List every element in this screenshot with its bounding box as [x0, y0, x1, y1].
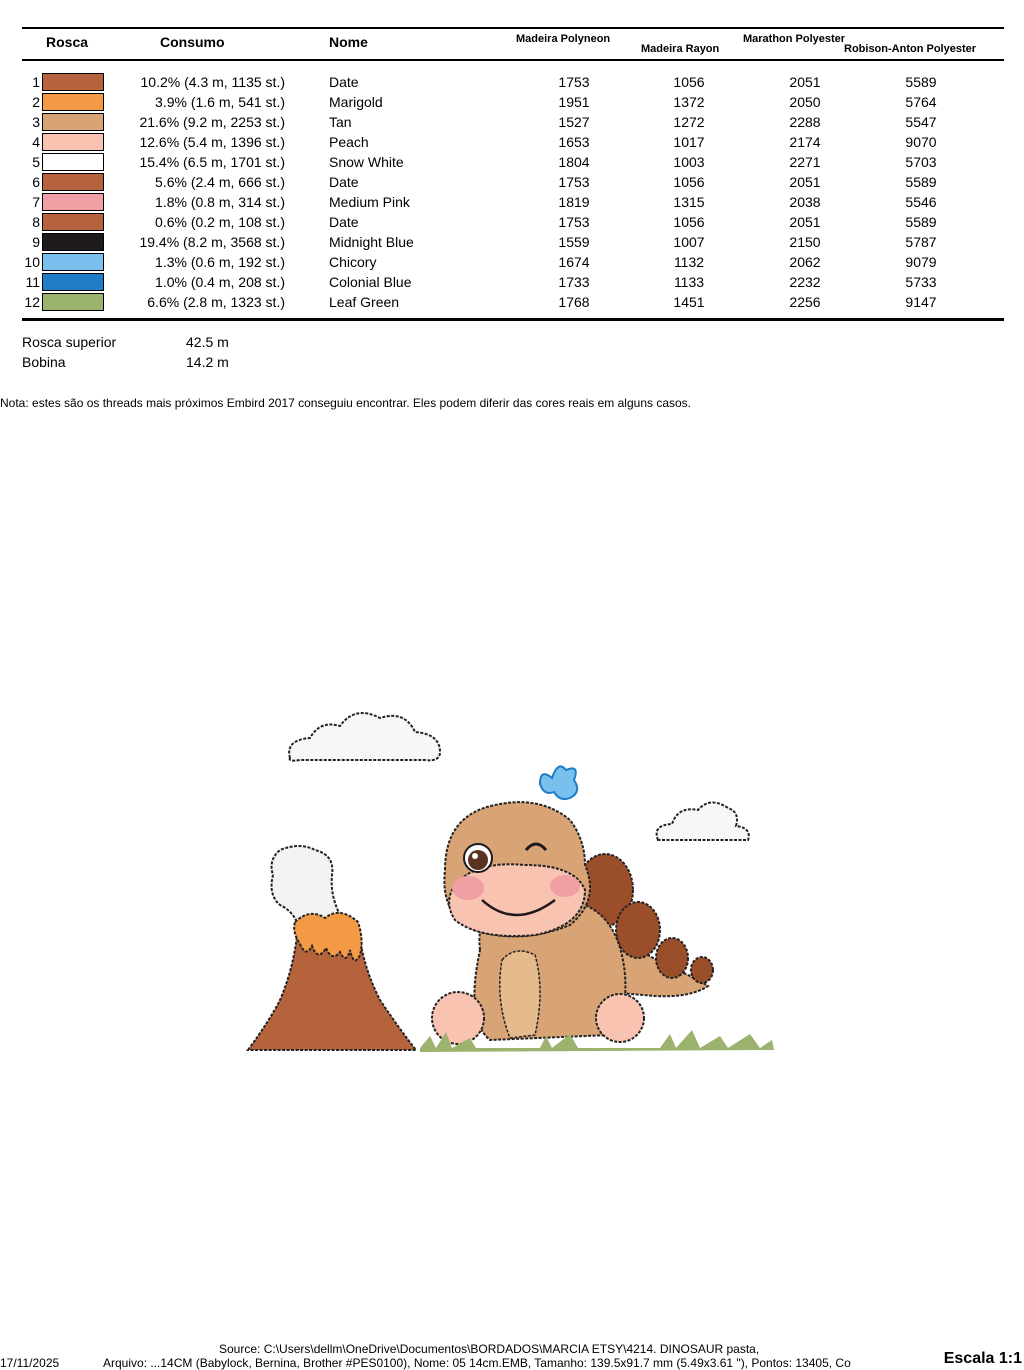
- thread-robison-anton-polyester: 5589: [905, 74, 937, 90]
- thread-number: 7: [32, 194, 40, 210]
- thread-consumo: 6.6% (2.8 m, 1323 st.): [147, 294, 285, 310]
- thread-consumo: 19.4% (8.2 m, 3568 st.): [139, 234, 285, 250]
- thread-madeira-rayon: 1017: [673, 134, 705, 150]
- thread-row: [0, 232, 1024, 252]
- thread-number: 4: [32, 134, 40, 150]
- thread-robison-anton-polyester: 5589: [905, 174, 937, 190]
- header-marathon-polyester: Marathon Polyester: [743, 33, 846, 45]
- thread-madeira-rayon: 1451: [673, 294, 705, 310]
- thread-row: [0, 92, 1024, 112]
- thread-name: Midnight Blue: [329, 234, 414, 250]
- thread-color-swatch: [42, 113, 104, 131]
- thread-madeira-rayon: 1315: [673, 194, 705, 210]
- thread-madeira-polyneon: 1753: [558, 174, 590, 190]
- thread-color-swatch: [42, 73, 104, 91]
- thread-marathon-polyester: 2051: [789, 214, 821, 230]
- thread-consumo: 1.3% (0.6 m, 192 st.): [155, 254, 285, 270]
- thread-color-swatch: [42, 133, 104, 151]
- thread-name: Colonial Blue: [329, 274, 412, 290]
- thread-number: 3: [32, 114, 40, 130]
- thread-consumo: 10.2% (4.3 m, 1135 st.): [140, 74, 285, 90]
- thread-marathon-polyester: 2050: [789, 94, 821, 110]
- thread-marathon-polyester: 2174: [789, 134, 821, 150]
- thread-madeira-polyneon: 1527: [558, 114, 590, 130]
- footer-source: Source: C:\Users\dellm\OneDrive\Documentos\BORDADOS\MARCIA ETSY\4214. DINOSAUR pasta,: [219, 1342, 760, 1356]
- header-consumo: Consumo: [160, 34, 225, 50]
- thread-madeira-polyneon: 1674: [558, 254, 590, 270]
- thread-marathon-polyester: 2051: [789, 74, 821, 90]
- scale-label: Escala 1:1: [943, 1350, 1022, 1367]
- rosca-superior-label: Rosca superior: [22, 334, 117, 350]
- bobina-value: 14.2 m: [186, 354, 229, 370]
- thread-name: Medium Pink: [329, 194, 410, 210]
- rosca-superior-value: 42.5 m: [186, 334, 229, 350]
- thread-madeira-rayon: 1133: [673, 274, 705, 290]
- thread-row: [0, 72, 1024, 92]
- thread-number: 10: [24, 254, 40, 270]
- header-nome: Nome: [329, 34, 368, 50]
- thread-robison-anton-polyester: 5547: [905, 114, 937, 130]
- thread-madeira-rayon: 1272: [673, 114, 705, 130]
- thread-number: 9: [32, 234, 40, 250]
- thread-madeira-polyneon: 1559: [558, 234, 590, 250]
- thread-marathon-polyester: 2062: [789, 254, 821, 270]
- thread-consumo: 1.8% (0.8 m, 314 st.): [155, 194, 285, 210]
- thread-madeira-rayon: 1003: [673, 154, 705, 170]
- header-rule: [22, 59, 1004, 61]
- thread-madeira-rayon: 1056: [673, 174, 705, 190]
- thread-name: Marigold: [329, 94, 383, 110]
- footer-arquivo: Arquivo: ...14CM (Babylock, Bernina, Brother #PES0100), Nome: 05 14cm.EMB, Tamanho: 139.5x91.7 mm (5.49x3.61 "), Pontos: 13405, Co: [103, 1356, 851, 1370]
- thread-madeira-polyneon: 1768: [558, 294, 590, 310]
- thread-number: 11: [25, 274, 40, 290]
- thread-row: [0, 192, 1024, 212]
- thread-row: [0, 272, 1024, 292]
- thread-robison-anton-polyester: 5787: [905, 234, 937, 250]
- table-bottom-rule: [22, 318, 1004, 321]
- thread-row: [0, 152, 1024, 172]
- thread-consumo: 3.9% (1.6 m, 541 st.): [155, 94, 285, 110]
- footer-date: 17/11/2025: [0, 1356, 60, 1370]
- thread-marathon-polyester: 2051: [789, 174, 821, 190]
- thread-consumo: 21.6% (9.2 m, 2253 st.): [139, 114, 285, 130]
- thread-number: 8: [32, 214, 40, 230]
- thread-number: 5: [32, 154, 40, 170]
- thread-color-swatch: [42, 93, 104, 111]
- thread-madeira-rayon: 1056: [673, 214, 705, 230]
- thread-madeira-polyneon: 1733: [558, 274, 590, 290]
- thread-row: [0, 212, 1024, 232]
- thread-robison-anton-polyester: 9079: [905, 254, 937, 270]
- thread-consumo: 0.6% (0.2 m, 108 st.): [155, 214, 285, 230]
- thread-robison-anton-polyester: 9070: [905, 134, 937, 150]
- thread-madeira-polyneon: 1753: [558, 74, 590, 90]
- thread-robison-anton-polyester: 5703: [905, 154, 937, 170]
- thread-name: Peach: [329, 134, 369, 150]
- thread-color-swatch: [42, 173, 104, 191]
- thread-number: 12: [24, 294, 40, 310]
- thread-number: 1: [32, 74, 40, 90]
- thread-marathon-polyester: 2256: [789, 294, 821, 310]
- header-rosca: Rosca: [46, 34, 89, 50]
- thread-marathon-polyester: 2232: [789, 274, 821, 290]
- thread-color-swatch: [42, 193, 104, 211]
- top-rule: [22, 27, 1004, 29]
- thread-name: Tan: [329, 114, 352, 130]
- thread-robison-anton-polyester: 5546: [905, 194, 937, 210]
- thread-robison-anton-polyester: 9147: [905, 294, 937, 310]
- thread-robison-anton-polyester: 5589: [905, 214, 937, 230]
- thread-number: 6: [32, 174, 40, 190]
- thread-marathon-polyester: 2271: [789, 154, 821, 170]
- thread-name: Leaf Green: [329, 294, 400, 310]
- thread-robison-anton-polyester: 5764: [905, 94, 937, 110]
- header-madeira-rayon: Madeira Rayon: [641, 43, 720, 55]
- thread-color-swatch: [42, 153, 104, 171]
- thread-marathon-polyester: 2288: [789, 114, 821, 130]
- thread-row: [0, 172, 1024, 192]
- thread-name: Chicory: [329, 254, 377, 270]
- thread-color-swatch: [42, 253, 104, 271]
- thread-robison-anton-polyester: 5733: [905, 274, 937, 290]
- thread-number: 2: [32, 94, 40, 110]
- thread-madeira-rayon: 1007: [673, 234, 705, 250]
- thread-marathon-polyester: 2150: [789, 234, 821, 250]
- header-robison-anton-polyester: Robison-Anton Polyester: [844, 43, 977, 55]
- thread-consumo: 1.0% (0.4 m, 208 st.): [155, 274, 285, 290]
- thread-row: [0, 252, 1024, 272]
- thread-madeira-polyneon: 1753: [558, 214, 590, 230]
- thread-madeira-rayon: 1132: [673, 254, 705, 270]
- thread-madeira-polyneon: 1653: [558, 134, 590, 150]
- note-text: Nota: estes são os threads mais próximos Embird 2017 conseguiu encontrar. Eles podem diferir das cores reais em alguns casos.: [0, 396, 692, 410]
- embroidery-design-image: [240, 700, 780, 1060]
- thread-madeira-polyneon: 1804: [558, 154, 590, 170]
- thread-madeira-rayon: 1372: [673, 94, 705, 110]
- thread-name: Date: [329, 74, 359, 90]
- thread-name: Date: [329, 214, 359, 230]
- thread-color-swatch: [42, 213, 104, 231]
- thread-madeira-polyneon: 1819: [558, 194, 590, 210]
- thread-color-swatch: [42, 273, 104, 291]
- thread-consumo: 12.6% (5.4 m, 1396 st.): [139, 134, 285, 150]
- thread-row: [0, 132, 1024, 152]
- thread-madeira-rayon: 1056: [673, 74, 705, 90]
- thread-consumo: 15.4% (6.5 m, 1701 st.): [139, 154, 285, 170]
- thread-consumo: 5.6% (2.4 m, 666 st.): [155, 174, 285, 190]
- thread-color-swatch: [42, 293, 104, 311]
- bobina-label: Bobina: [22, 354, 66, 370]
- thread-row: [0, 292, 1024, 312]
- thread-name: Snow White: [329, 154, 404, 170]
- thread-row: [0, 112, 1024, 132]
- thread-color-swatch: [42, 233, 104, 251]
- thread-madeira-polyneon: 1951: [558, 94, 590, 110]
- thread-name: Date: [329, 174, 359, 190]
- header-madeira-polyneon: Madeira Polyneon: [516, 33, 611, 45]
- thread-marathon-polyester: 2038: [789, 194, 821, 210]
